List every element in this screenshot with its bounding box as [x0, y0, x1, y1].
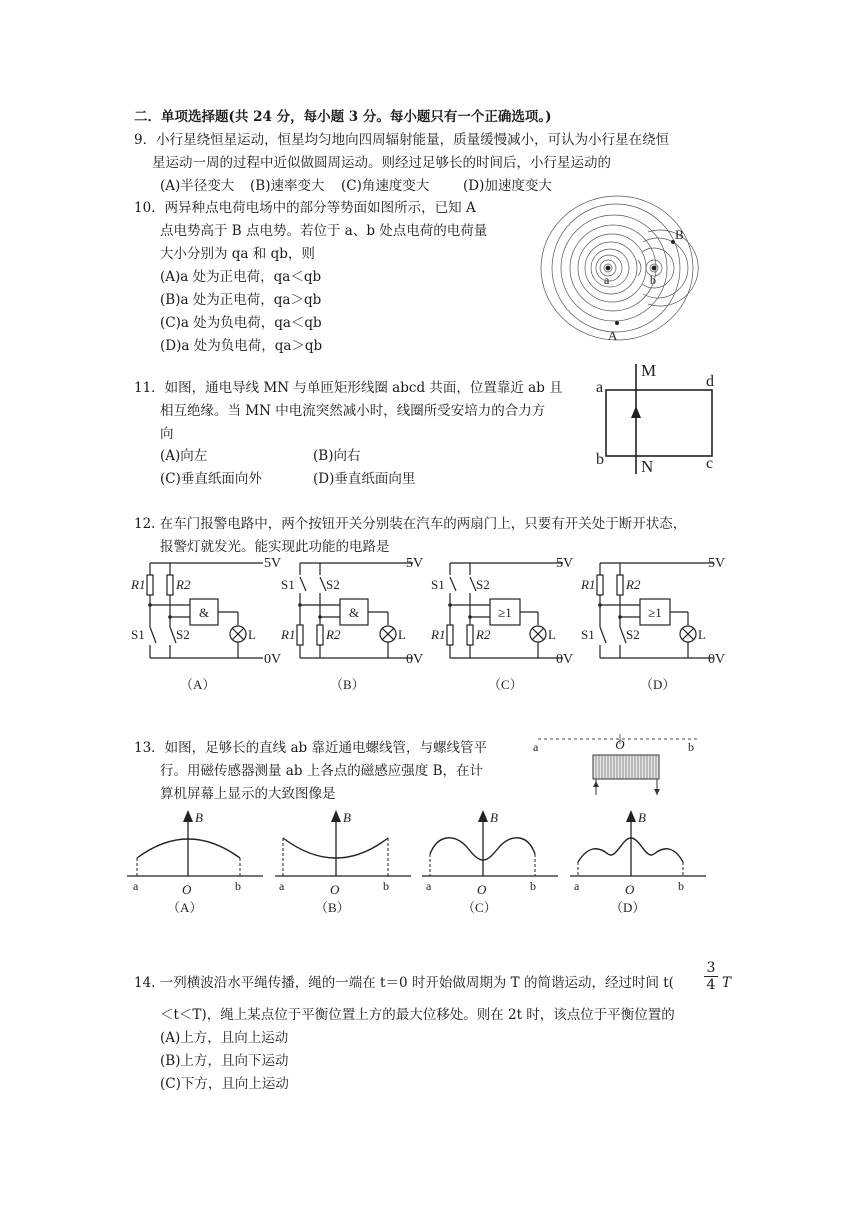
q13-b-axis-a: a [279, 879, 285, 893]
q13-graph-d [568, 808, 708, 918]
q12-circuit-a [128, 553, 288, 693]
q12-a-v-top: 5V [264, 556, 282, 571]
q10-stem-line2: 点电势高于 B 点电势。若位于 a、b 处点电荷的电荷量 [160, 223, 488, 239]
q12-b-gate: & [348, 605, 360, 620]
q10-option-b[interactable]: (B)a 处为正电荷，qa＞qb [160, 292, 322, 308]
q13-graph-c [420, 808, 560, 918]
q13-c-label: （C） [462, 900, 497, 915]
q11-label-d: d [706, 373, 714, 390]
q12-b-r2: R2 [326, 627, 341, 642]
q12-circuit-b [278, 553, 438, 693]
q12-d-r2: R2 [626, 577, 641, 592]
q13-stem-line3: 算机屏幕上显示的大致图像是 [160, 786, 336, 802]
q12-a-s2: S2 [176, 627, 190, 642]
q12-circuit-c [428, 553, 588, 693]
q14-fraction [704, 960, 718, 993]
q12-a-s1: S1 [131, 627, 145, 642]
q12-c-label: （C） [488, 677, 523, 692]
q14-option-a[interactable]: (A)上方，且向上运动 [160, 1030, 289, 1046]
q9-option-b[interactable]: (B)速率变大 [250, 178, 325, 194]
q14-frac-den: 4 [704, 976, 718, 993]
q9-stem-line2: 星运动一周的过程中近似做圆周运动。则经过足够长的时间后，小行星运动的 [152, 155, 611, 171]
q12-a-lamp: L [248, 627, 256, 642]
q10-stem-line3: 大小分别为 qa 和 qb，则 [160, 246, 315, 262]
q13-stem-line2: 行。用磁传感器测量 ab 上各点的磁感应强度 B，在计 [160, 763, 483, 779]
q12-c-lamp: L [548, 627, 556, 642]
q10-label-B: B [675, 227, 684, 242]
q13-c-axis-B: B [490, 810, 498, 825]
q13-b-axis-B: B [343, 810, 351, 825]
q13-d-label: （D） [610, 900, 646, 915]
q14-option-c[interactable]: (C)下方，且向上运动 [160, 1076, 289, 1092]
q9-option-a[interactable]: (A)半径变大 [160, 178, 235, 194]
q14-frac-num: 3 [706, 960, 716, 976]
q12-circuit-d [578, 553, 738, 693]
q12-b-lamp: L [398, 627, 406, 642]
q13-b-label: （B） [315, 900, 350, 915]
q11-option-b[interactable]: (B)向右 [313, 448, 361, 464]
q13-a-axis-O: O [182, 882, 192, 897]
q12-b-label: （B） [330, 677, 365, 692]
q13-c-axis-b: b [530, 879, 536, 893]
q13-fig-a: a [533, 740, 539, 754]
q13-d-axis-a: a [574, 879, 580, 893]
q13-d-axis-O: O [625, 882, 635, 897]
q12-d-gate: ≥1 [648, 605, 662, 620]
q14-option-b[interactable]: (B)上方，且向下运动 [160, 1053, 289, 1069]
q13-graph-b [273, 808, 413, 918]
q9-option-d[interactable]: (D)加速度变大 [463, 178, 552, 194]
q14-stem-line1: 14. 一列横波沿水平绳传播，绳的一端在 t＝0 时开始做周期为 T 的简谐运动，经过时间 t( [134, 975, 674, 991]
q12-a-r1: R1 [131, 577, 146, 592]
q12-d-lamp: L [698, 627, 706, 642]
q12-a-label: （A） [180, 677, 216, 692]
q10-label-A: A [608, 328, 618, 343]
q13-c-axis-a: a [426, 879, 432, 893]
section-title: 二．单项选择题(共 24 分，每小题 3 分。每小题只有一个正确选项。) [134, 109, 552, 125]
q12-c-r2: R2 [476, 627, 491, 642]
q10-option-c[interactable]: (C)a 处为负电荷，qa＜qb [160, 315, 322, 331]
q11-label-b: b [596, 451, 604, 468]
q10-option-a[interactable]: (A)a 处为正电荷，qa＜qb [160, 269, 322, 285]
q11-label-M: M [641, 361, 657, 380]
q12-d-v-bottom: 0V [708, 652, 726, 667]
q13-b-axis-O: O [330, 882, 340, 897]
q11-option-d[interactable]: (D)垂直纸面向里 [313, 471, 416, 487]
q12-b-v-top: 5V [406, 556, 424, 571]
q11-stem-line2: 相互绝缘。当 MN 中电流突然减小时，线圈所受安培力的合力方 [160, 403, 546, 419]
q12-c-s2: S2 [476, 577, 490, 592]
q13-d-axis-b: b [678, 879, 684, 893]
q10-label-a: a [604, 273, 610, 287]
q10-equipotential-figure [530, 192, 720, 342]
q13-d-axis-B: B [638, 810, 646, 825]
q9-option-c[interactable]: (C)角速度变大 [341, 178, 430, 194]
q13-fig-O: O [615, 737, 625, 752]
q12-c-s1: S1 [431, 577, 445, 592]
q13-b-axis-b: b [383, 879, 389, 893]
q11-option-a[interactable]: (A)向左 [160, 448, 208, 464]
q12-d-v-top: 5V [708, 556, 726, 571]
q11-label-a: a [596, 379, 604, 396]
q11-label-N: N [641, 457, 654, 476]
q11-stem-line1: 11．如图，通电导线 MN 与单匝矩形线圈 abcd 共面，位置靠近 ab 且 [134, 380, 563, 396]
q10-stem-line1: 10．两异种点电荷电场中的部分等势面如图所示，已知 A [134, 200, 476, 216]
q13-a-axis-b: b [235, 879, 241, 893]
q12-stem-line2: 报警灯就发光。能实现此功能的电路是 [160, 539, 390, 555]
q12-stem-line1: 12. 在车门报警电路中，两个按钮开关分别装在汽车的两扇门上，只要有开关处于断开状态， [134, 516, 687, 532]
q12-c-gate: ≥1 [498, 605, 512, 620]
q13-stem-line1: 13．如图，足够长的直线 ab 靠近通电螺线管，与螺线管平 [134, 740, 487, 756]
q13-fig-b: b [688, 740, 694, 754]
q11-stem-line3: 向 [160, 426, 174, 442]
q13-a-label: （A） [167, 900, 203, 915]
q14-frac-after: T [722, 975, 732, 991]
q12-d-s1: S1 [581, 627, 595, 642]
q11-wire-coil-figure [592, 358, 732, 478]
q12-d-s2: S2 [626, 627, 640, 642]
q14-stem-line2: ＜t＜T)，绳上某点位于平衡位置上方的最大位移处。则在 2t 时，该点位于平衡位置的 [160, 1007, 675, 1023]
q13-a-axis-B: B [195, 810, 203, 825]
q12-b-v-bottom: 0V [406, 652, 424, 667]
q12-c-v-bottom: 0V [556, 652, 574, 667]
q10-label-b: b [650, 273, 656, 287]
q12-a-v-bottom: 0V [264, 652, 282, 667]
q12-b-s1: S1 [281, 577, 295, 592]
q12-d-r1: R1 [581, 577, 596, 592]
q10-option-d[interactable]: (D)a 处为负电荷，qa＞qb [160, 338, 323, 354]
q12-b-r1: R1 [281, 627, 296, 642]
q12-b-s2: S2 [326, 577, 340, 592]
q9-stem-line1: 9．小行星绕恒星运动，恒星均匀地向四周辐射能量，质量缓慢减小，可认为小行星在绕恒 [134, 132, 670, 148]
q13-a-axis-a: a [133, 879, 139, 893]
q12-a-r2: R2 [176, 577, 191, 592]
q13-c-axis-O: O [477, 882, 487, 897]
q12-c-v-top: 5V [556, 556, 574, 571]
q11-option-c[interactable]: (C)垂直纸面向外 [160, 471, 262, 487]
q12-c-r1: R1 [431, 627, 446, 642]
q11-label-c: c [706, 455, 714, 472]
q12-a-gate: & [198, 605, 210, 620]
q13-solenoid-figure [530, 733, 710, 803]
q13-graph-a [125, 808, 265, 918]
q12-d-label: （D） [640, 677, 676, 692]
